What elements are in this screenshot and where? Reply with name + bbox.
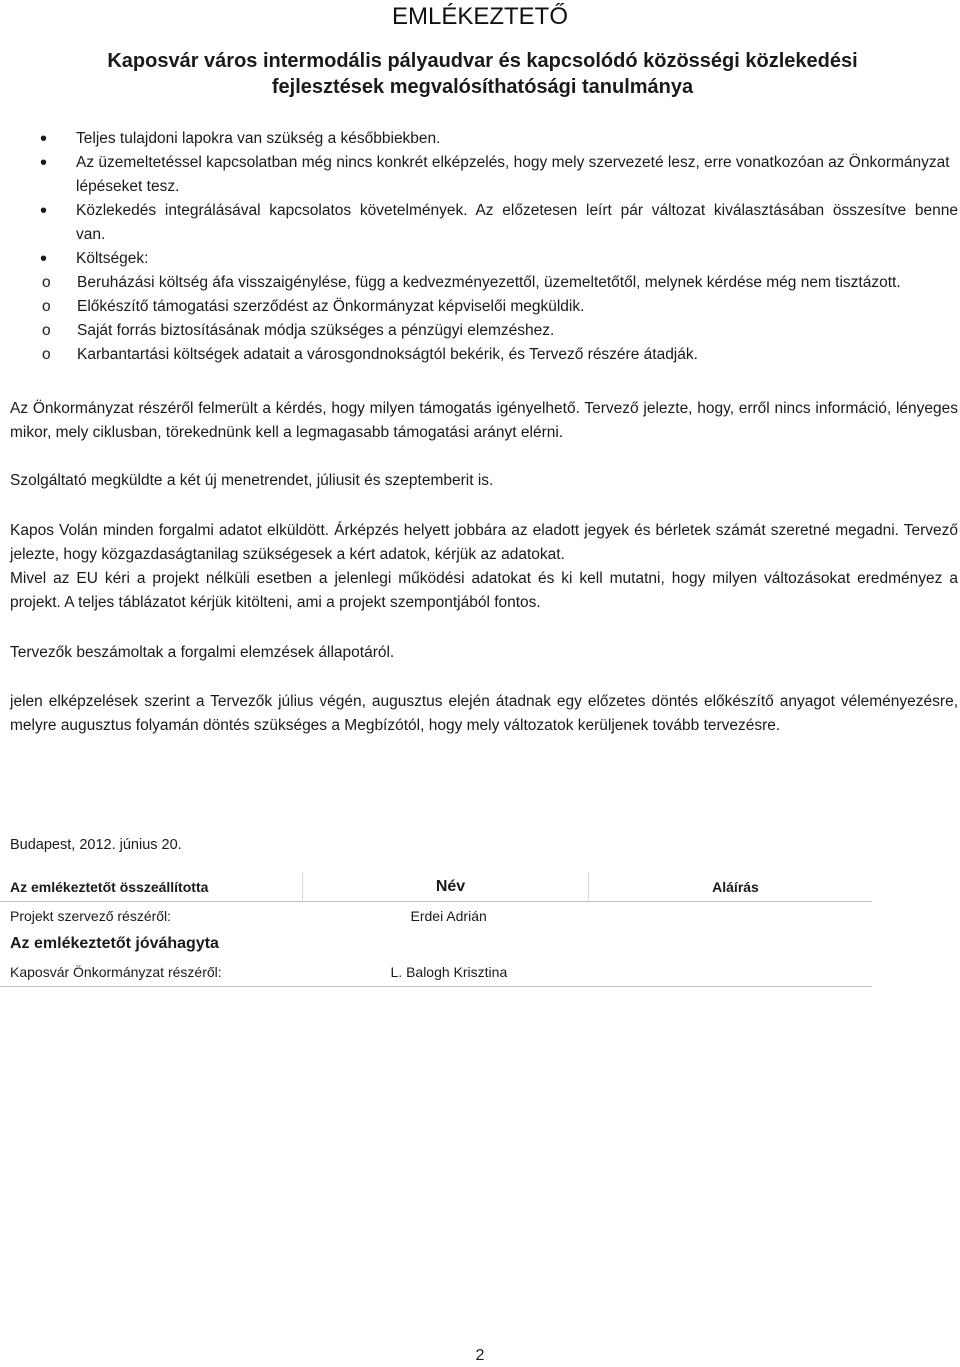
subtitle-line-1: Kaposvár város intermodális pályaudvar és kapcsolódó közösségi közlekedési [107, 50, 858, 72]
sub-list-item: o Karbantartási költségek adatait a városgondnokságtól bekérik, és Tervező részére átadják. [14, 343, 958, 367]
subtitle-line-2: fejlesztések megvalósíthatósági tanulmánya [271, 76, 694, 98]
paragraph-support-question: Az Önkormányzat részéről felmerült a kérdés, hogy milyen támogatás igényelhető. Tervező jelezte, hogy, erről nincs információ, lényeges mikor, mely ciklusban, törekednünk kell a legmagasabb támogatási arányt elérni. [10, 400, 958, 441]
document-subtitle [20, 48, 945, 100]
header-name: Név [303, 873, 589, 902]
row-label: Projekt szervező részéről: [10, 908, 172, 924]
row-name: L. Balogh Krisztina [303, 958, 589, 987]
paragraph-next-steps: jelen elképzelések szerint a Tervezők július végén, augusztus elején átadnak egy előzetes döntés előkészítő anyagot véleményezésre, melyre augusztus folyamán döntés szükséges a Megbízótól, hogy mely változatok kerüljenek tovább tervezésre. [10, 693, 958, 734]
paragraph-traffic-data: Kapos Volán minden forgalmi adatot elküldött. Árképzés helyett jobbára az eladott jegyek és bérletek számát szeretné megadni. Tervező jelezte, hogy közgazdaságtanilag szükségesek a kért adatok, kérjük az adatokat. [10, 522, 958, 563]
signature-table [0, 873, 872, 987]
paragraph-timetables: Szolgáltató megküldte a két új menetrendet, júliusit és szeptemberit is. [10, 472, 494, 489]
header-signature: Aláírás [589, 873, 873, 902]
table-row [0, 873, 872, 902]
table-row [0, 930, 872, 958]
page-number: 2 [475, 1347, 485, 1364]
table-row [0, 958, 872, 987]
document-title: EMLÉKEZTETŐ [391, 3, 569, 30]
sub-bullet-list [76, 271, 958, 367]
paragraph-traffic-analysis: Tervezők beszámoltak a forgalmi elemzések állapotáról. [10, 644, 395, 661]
list-item: • Az üzemeltetéssel kapcsolatban még nincs konkrét elképzelés, hogy mely szervezeté lesz, erre vonatkozóan az Önkormányzat lépéseket tesz. [0, 151, 958, 199]
list-item: • Teljes tulajdoni lapokra van szükség a későbbiekben. [0, 127, 958, 151]
signature-cell [589, 958, 873, 987]
sub-list-item: o Saját forrás biztosításának módja szükséges a pénzügyi elemzéshez. [14, 319, 958, 343]
row-label: Kaposvár Önkormányzat részéről: [0, 958, 303, 987]
row-name: Erdei Adrián [410, 908, 487, 924]
bullet-list [0, 127, 958, 367]
sub-list-item: o Beruházási költség áfa visszaigénylése, függ a kedvezményezettől, üzemeltetőtől, melynek kérdése még nem tisztázott. [14, 271, 958, 295]
header-compiled-by: Az emlékeztetőt összeállította [0, 873, 303, 902]
list-item: • Költségek: o Beruházási költség áfa visszaigénylése, függ a kedvezményezettől, üzemeltetőtől, melynek kérdése még nem tisztázott. o Előkészítő támogatási szerződést az Önkormányzat képviselői megküldik. o Saját forrás biztosításának módja szükséges a pénzügyi elemzéshez. o Karbantartási költségek adatait a városgondnokságtól bekérik, és Tervező részére átadják. [0, 247, 958, 367]
sub-list-item: o Előkészítő támogatási szerződést az Önkormányzat képviselői megküldik. [14, 295, 958, 319]
signature-cell [589, 902, 873, 931]
paragraph-eu-requirements: Mivel az EU kéri a projekt nélküli esetben a jelenlegi működési adatokat és ki kell mutatni, hogy milyen változásokat eredményez a projekt. A teljes táblázatot kérjük kitölteni, ami a projekt szempontjából fontos. [10, 570, 958, 611]
table-row [0, 902, 872, 931]
section-approved-by: Az emlékeztetőt jóváhagyta [10, 935, 219, 952]
date-line: Budapest, 2012. június 20. [10, 837, 182, 853]
list-item: • Közlekedés integrálásával kapcsolatos követelmények. Az előzetesen leírt pár változat kiválasztásában összesítve benne van. [0, 199, 958, 247]
